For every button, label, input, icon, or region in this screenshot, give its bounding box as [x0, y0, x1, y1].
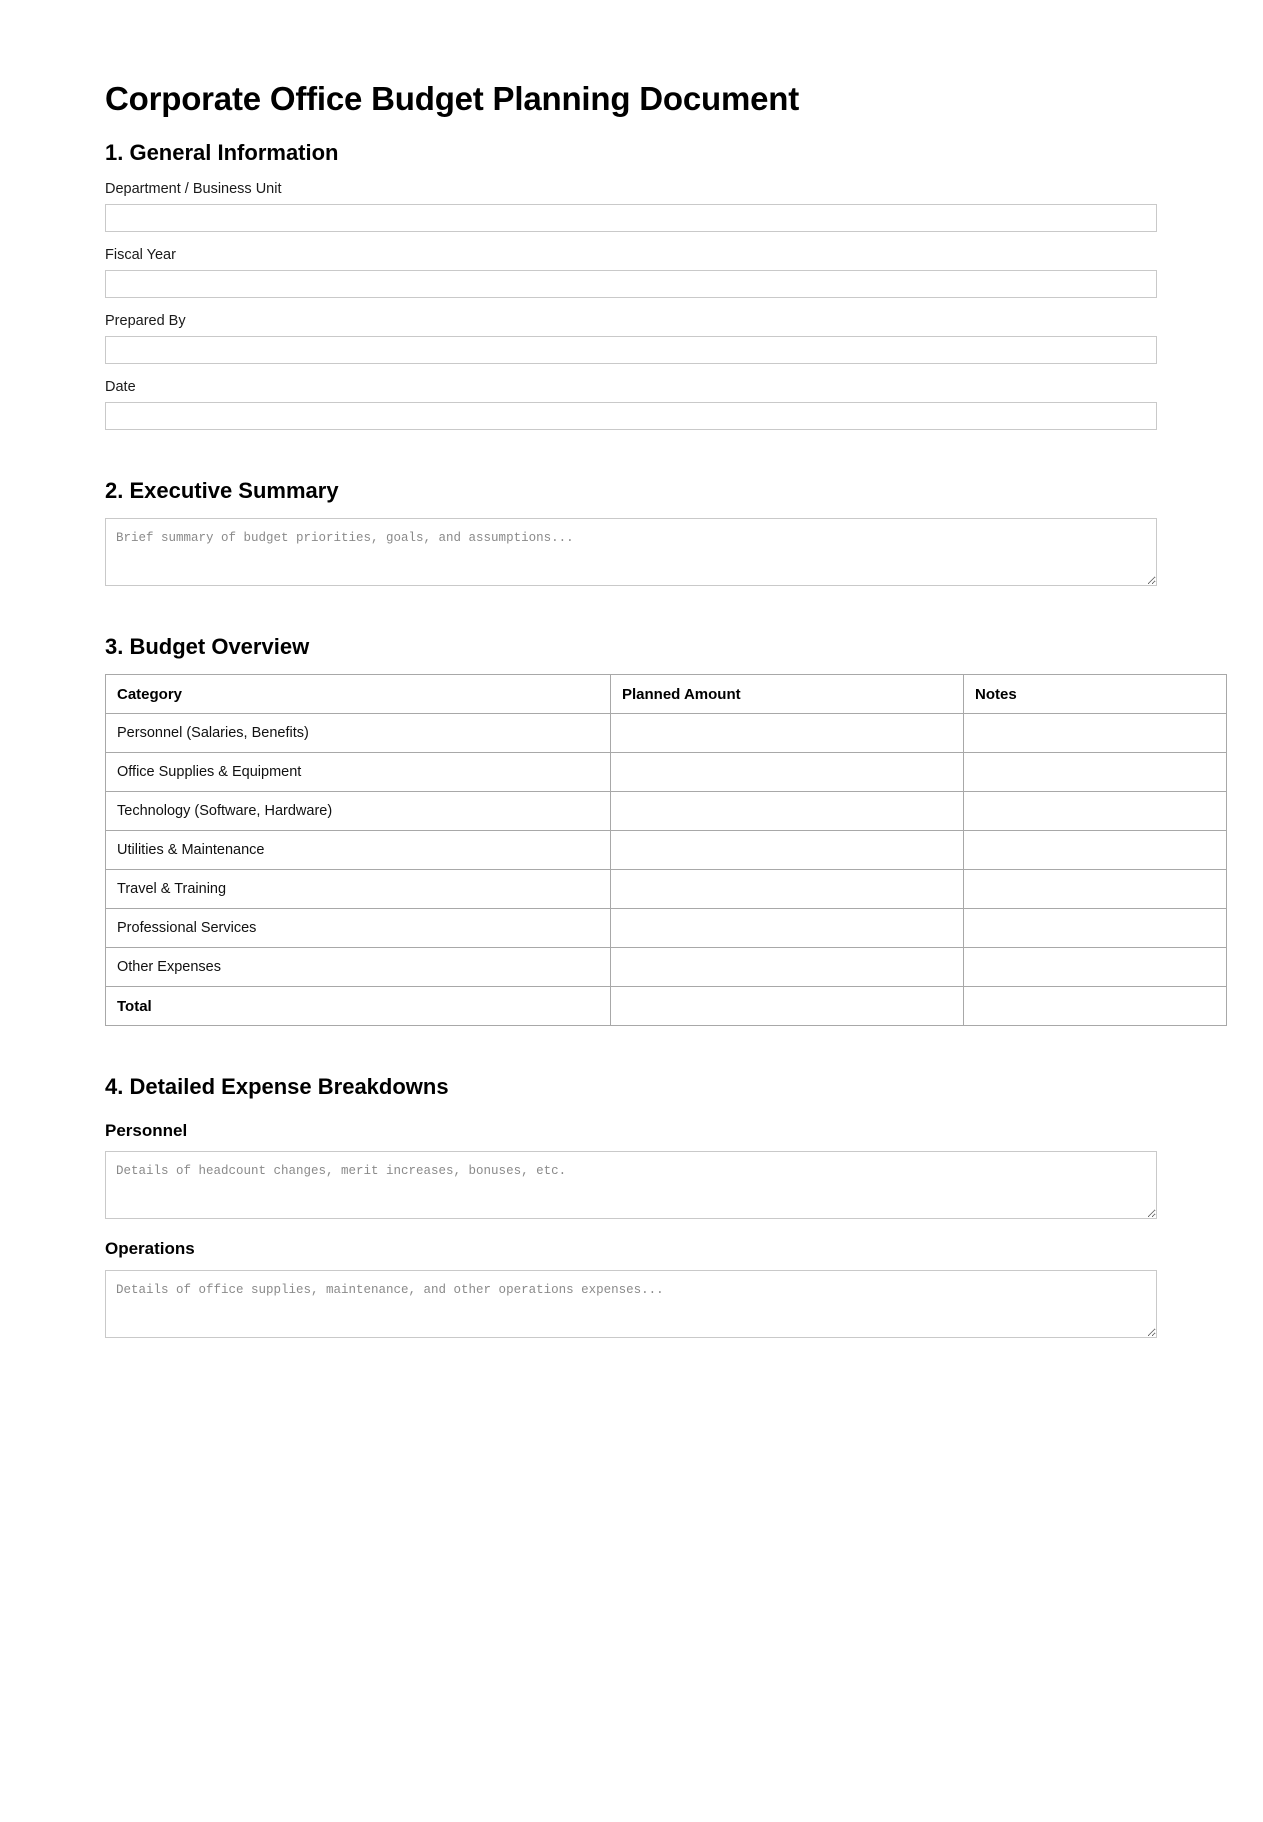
prepared-by-input[interactable] — [105, 336, 1157, 364]
cell-notes[interactable] — [964, 792, 1227, 831]
column-header-category: Category — [106, 675, 611, 714]
field-fiscal-year — [105, 246, 1157, 298]
cell-planned-amount[interactable] — [611, 948, 964, 987]
field-prepared-by — [105, 312, 1157, 364]
cell-planned-amount[interactable] — [611, 870, 964, 909]
cell-category: Utilities & Maintenance — [106, 831, 611, 870]
field-department — [105, 180, 1157, 232]
table-row — [106, 753, 1227, 792]
cell-notes[interactable] — [964, 714, 1227, 753]
cell-notes[interactable] — [964, 909, 1227, 948]
cell-category: Other Expenses — [106, 948, 611, 987]
cell-category: Travel & Training — [106, 870, 611, 909]
operations-details-textarea[interactable] — [105, 1270, 1157, 1338]
cell-planned-amount[interactable] — [611, 792, 964, 831]
column-header-planned-amount: Planned Amount — [611, 675, 964, 714]
cell-planned-amount[interactable] — [611, 909, 964, 948]
cell-category: Professional Services — [106, 909, 611, 948]
section-heading-general-information: 1. General Information — [105, 139, 339, 165]
budget-overview-table — [105, 674, 1227, 1026]
cell-category: Personnel (Salaries, Benefits) — [106, 714, 611, 753]
field-date — [105, 378, 1157, 430]
department-input[interactable] — [105, 204, 1157, 232]
column-header-notes: Notes — [964, 675, 1227, 714]
table-row — [106, 792, 1227, 831]
table-row — [106, 909, 1227, 948]
field-label-department: Department / Business Unit — [105, 181, 282, 198]
cell-notes[interactable] — [964, 948, 1227, 987]
cell-planned-amount[interactable] — [611, 831, 964, 870]
cell-planned-amount[interactable] — [611, 753, 964, 792]
table-row — [106, 831, 1227, 870]
sub-heading-personnel: Personnel — [105, 1120, 188, 1140]
field-label-fiscal-year: Fiscal Year — [105, 247, 176, 264]
cell-notes[interactable] — [964, 753, 1227, 792]
cell-planned-amount[interactable] — [611, 714, 964, 753]
section-heading-detailed-expense-breakdowns: 4. Detailed Expense Breakdowns — [105, 1074, 449, 1100]
table-row — [106, 870, 1227, 909]
sub-heading-operations: Operations — [105, 1239, 195, 1259]
table-header-row — [106, 675, 1227, 714]
field-label-date: Date — [105, 378, 136, 395]
table-body — [106, 714, 1227, 1026]
cell-notes[interactable] — [964, 870, 1227, 909]
table-row-total — [106, 987, 1227, 1026]
cell-total-amount[interactable] — [611, 987, 964, 1026]
date-input[interactable] — [105, 402, 1157, 430]
cell-total-notes[interactable] — [964, 987, 1227, 1026]
personnel-details-textarea[interactable] — [105, 1151, 1157, 1219]
table-row — [106, 948, 1227, 987]
cell-category: Office Supplies & Equipment — [106, 753, 611, 792]
cell-notes[interactable] — [964, 831, 1227, 870]
section-heading-budget-overview: 3. Budget Overview — [105, 634, 310, 660]
page-title: Corporate Office Budget Planning Document — [105, 80, 800, 117]
section-heading-executive-summary: 2. Executive Summary — [105, 477, 339, 503]
cell-total-label: Total — [106, 987, 611, 1026]
field-label-prepared-by: Prepared By — [105, 313, 186, 330]
fiscal-year-input[interactable] — [105, 270, 1157, 298]
executive-summary-textarea[interactable] — [105, 518, 1157, 586]
table-row — [106, 714, 1227, 753]
table-head — [106, 675, 1227, 714]
cell-category: Technology (Software, Hardware) — [106, 792, 611, 831]
